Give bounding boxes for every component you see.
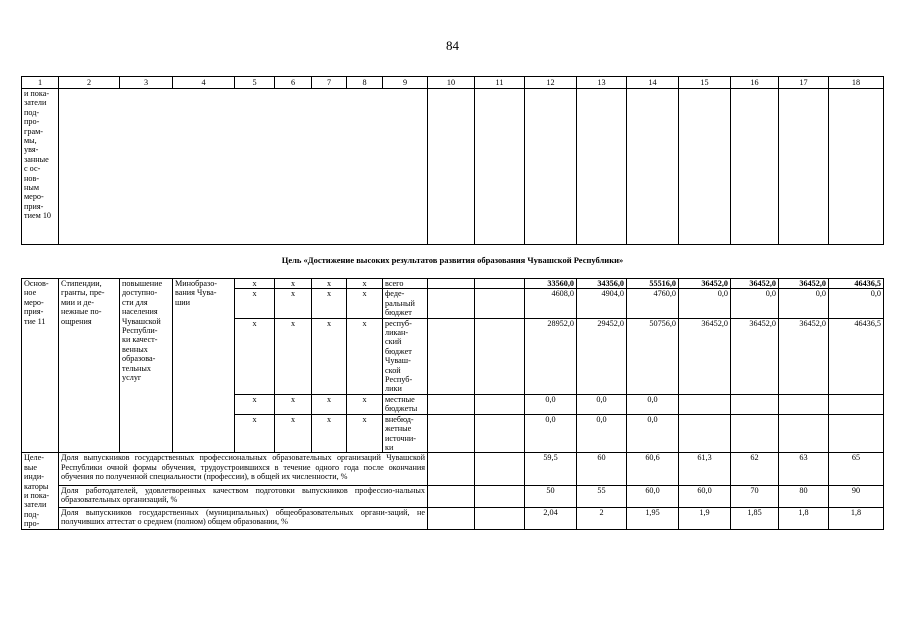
col-num: 13	[577, 77, 627, 89]
event-number: Основ- ное меро- прия- тие 11	[22, 279, 59, 453]
value-cell: 0,0	[679, 289, 731, 318]
empty-cell	[475, 394, 525, 414]
empty-cell	[428, 289, 475, 318]
value-cell: 55516,0	[627, 279, 679, 289]
value-cell: 4608,0	[525, 289, 577, 318]
x-mark: х	[312, 394, 347, 414]
page-number: 84	[446, 38, 459, 53]
x-mark: х	[235, 394, 275, 414]
col-num: 17	[779, 77, 829, 89]
empty-cell	[779, 414, 829, 453]
col-num: 16	[731, 77, 779, 89]
value-cell: 63	[779, 453, 829, 485]
empty-cell	[475, 279, 525, 289]
empty-cell	[475, 89, 525, 245]
col-num: 8	[347, 77, 383, 89]
finance-row-total	[22, 279, 884, 289]
x-mark: х	[275, 394, 312, 414]
empty-cell	[428, 485, 475, 507]
value-cell: 0,0	[779, 289, 829, 318]
value-cell: 36452,0	[779, 318, 829, 394]
empty-cell	[679, 394, 731, 414]
x-mark: х	[347, 414, 383, 453]
col-num: 18	[829, 77, 884, 89]
indicators-label: Целе- вые инди- каторы и пока- затели под- про-	[22, 453, 59, 529]
x-mark: х	[275, 414, 312, 453]
value-cell: 36452,0	[679, 318, 731, 394]
value-cell: 59,5	[525, 453, 577, 485]
empty-cell	[428, 89, 475, 245]
value-cell: 1,9	[679, 507, 731, 529]
value-cell: 0,0	[525, 394, 577, 414]
value-cell: 80	[779, 485, 829, 507]
col-num: 1	[22, 77, 59, 89]
value-cell: 0,0	[577, 394, 627, 414]
event-goal: повышение доступно- сти для населения Чувашской Республи- ки качест- венных образова- тельных услуг	[120, 279, 173, 453]
value-cell: 36452,0	[731, 279, 779, 289]
col-num: 14	[627, 77, 679, 89]
indicator-text: Доля работодателей, удовлетворенных качеством подготовки выпускников профессио-нальных образовательных организаций, %	[59, 485, 428, 507]
indicator-text: Доля выпускников государственных (муниципальных) общеобразовательных органи-заций, не получивших аттестат о среднем (полном) общем образовании, %	[59, 507, 428, 529]
indicator-row	[22, 453, 884, 485]
empty-cell	[731, 89, 779, 245]
value-cell: 28952,0	[525, 318, 577, 394]
x-mark: х	[347, 318, 383, 394]
x-mark: х	[312, 414, 347, 453]
source-label: респуб- ликан- ский бюджет Чуваш- ской Респуб- лики	[383, 318, 428, 394]
empty-cell	[428, 507, 475, 529]
empty-cell	[475, 289, 525, 318]
value-cell: 36452,0	[679, 279, 731, 289]
empty-cell	[679, 414, 731, 453]
col-num: 15	[679, 77, 731, 89]
value-cell: 50	[525, 485, 577, 507]
empty-cell	[829, 89, 884, 245]
x-mark: х	[312, 289, 347, 318]
col-num: 6	[275, 77, 312, 89]
value-cell: 33560,0	[525, 279, 577, 289]
col-num: 3	[120, 77, 173, 89]
event-name: Стипендии, гранты, пре- мии и де- нежные по- ощрения	[59, 279, 120, 453]
empty-cell	[475, 318, 525, 394]
value-cell: 29452,0	[577, 318, 627, 394]
value-cell: 50756,0	[627, 318, 679, 394]
source-label: местные бюджеты	[383, 394, 428, 414]
value-cell: 1,8	[829, 507, 884, 529]
column-number-row	[22, 77, 884, 89]
merged-cell	[59, 89, 428, 245]
source-label: внебюд- жетные источни- ки	[383, 414, 428, 453]
value-cell: 46436,5	[829, 279, 884, 289]
x-mark: х	[275, 289, 312, 318]
col-num: 7	[312, 77, 347, 89]
empty-cell	[428, 279, 475, 289]
x-mark: х	[235, 414, 275, 453]
value-cell: 1,85	[731, 507, 779, 529]
empty-cell	[475, 414, 525, 453]
value-cell: 34356,0	[577, 279, 627, 289]
empty-cell	[428, 453, 475, 485]
value-cell: 4904,0	[577, 289, 627, 318]
value-cell: 0,0	[577, 414, 627, 453]
col-num: 10	[428, 77, 475, 89]
value-cell: 36452,0	[779, 279, 829, 289]
x-mark: х	[235, 289, 275, 318]
value-cell: 65	[829, 453, 884, 485]
col-num: 2	[59, 77, 120, 89]
value-cell: 70	[731, 485, 779, 507]
source-label: феде- ральный бюджет	[383, 289, 428, 318]
goal-heading: Цель «Достижение высоких результатов развития образования Чувашской Республики»	[281, 255, 624, 265]
value-cell: 62	[731, 453, 779, 485]
value-cell: 90	[829, 485, 884, 507]
x-mark: х	[235, 318, 275, 394]
row-label: и пока- затели под- про- грам- мы, увя- занные с ос- нов- ным меро- прия- тием 10	[22, 89, 59, 245]
value-cell: 60,0	[679, 485, 731, 507]
x-mark: х	[312, 318, 347, 394]
empty-cell	[731, 394, 779, 414]
x-mark: х	[347, 289, 383, 318]
value-cell: 1,95	[627, 507, 679, 529]
value-cell: 0,0	[627, 414, 679, 453]
empty-cell	[428, 414, 475, 453]
value-cell: 60,6	[627, 453, 679, 485]
value-cell: 0,0	[829, 289, 884, 318]
event-executor: Минобразо- вания Чува- шии	[173, 279, 235, 453]
col-num: 9	[383, 77, 428, 89]
empty-cell	[475, 507, 525, 529]
value-cell: 61,3	[679, 453, 731, 485]
empty-cell	[779, 394, 829, 414]
value-cell: 55	[577, 485, 627, 507]
col-num: 11	[475, 77, 525, 89]
indicator-row	[22, 507, 884, 529]
empty-cell	[679, 89, 731, 245]
x-mark: х	[275, 279, 312, 289]
indicator-text: Доля выпускников государственных профессиональных образовательных организаций Чувашской Республики очной формы обучения, трудоустроившихся в течение одного года после окончания обучения по полученной специальности (профессии), в общей их численности, %	[59, 453, 428, 485]
empty-cell	[577, 89, 627, 245]
empty-cell	[627, 89, 679, 245]
value-cell: 0,0	[525, 414, 577, 453]
main-table	[21, 278, 884, 530]
empty-cell	[475, 453, 525, 485]
value-cell: 0,0	[627, 394, 679, 414]
value-cell: 4760,0	[627, 289, 679, 318]
empty-cell	[428, 394, 475, 414]
empty-cell	[731, 414, 779, 453]
value-cell: 2	[577, 507, 627, 529]
empty-cell	[475, 485, 525, 507]
value-cell: 2,04	[525, 507, 577, 529]
empty-cell	[779, 89, 829, 245]
col-num: 12	[525, 77, 577, 89]
empty-cell	[525, 89, 577, 245]
x-mark: х	[347, 279, 383, 289]
x-mark: х	[275, 318, 312, 394]
empty-cell	[829, 414, 884, 453]
empty-cell	[829, 394, 884, 414]
col-num: 5	[235, 77, 275, 89]
x-mark: х	[347, 394, 383, 414]
value-cell: 60,0	[627, 485, 679, 507]
indicator-row	[22, 485, 884, 507]
empty-cell	[428, 318, 475, 394]
value-cell: 1,8	[779, 507, 829, 529]
value-cell: 0,0	[731, 289, 779, 318]
value-cell: 46436,5	[829, 318, 884, 394]
top-table	[21, 76, 884, 245]
value-cell: 36452,0	[731, 318, 779, 394]
value-cell: 60	[577, 453, 627, 485]
continuation-row	[22, 89, 884, 245]
col-num: 4	[173, 77, 235, 89]
x-mark: х	[235, 279, 275, 289]
x-mark: х	[312, 279, 347, 289]
source-label: всего	[383, 279, 428, 289]
